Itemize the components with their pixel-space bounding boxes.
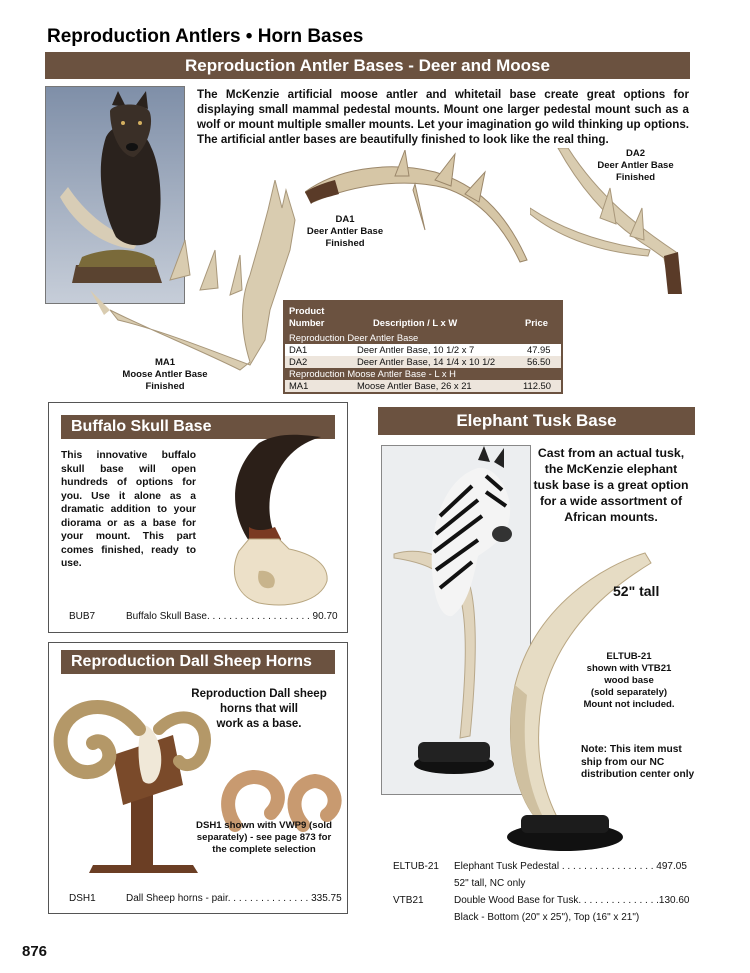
- caption-da1-line1: DA1: [335, 214, 355, 225]
- caption-ma1-line2: Moose Antler Base: [122, 369, 208, 380]
- table-row: [285, 380, 561, 392]
- header-product: Product: [289, 305, 325, 316]
- tusk-text-line2: the McKenzie elephant: [544, 462, 678, 476]
- row-description: Deer Antler Base, 10 1/2 x 7: [357, 344, 475, 355]
- tusk-shipping-note: [581, 744, 694, 782]
- section-banner-antler-bases: Reproduction Antler Bases - Deer and Moose: [45, 52, 690, 79]
- buffalo-code: BUB7: [69, 611, 96, 622]
- table-row: [285, 356, 561, 368]
- tusk-note-line3: distribution center only: [581, 769, 695, 780]
- tusk-item: Elephant Tusk Pedestal . . . . . . . . . . . . . . . . . 497.05: [454, 861, 687, 872]
- buffalo-order-line: [69, 611, 338, 622]
- base-code: VTB21: [393, 895, 424, 906]
- tusk-text-line3: tusk base is a great option: [533, 478, 689, 492]
- base-order-subline: [393, 909, 689, 926]
- row-code: DA1: [289, 344, 308, 355]
- row-price: 56.50: [527, 356, 551, 367]
- table-section-deer: Reproduction Deer Antler Base: [285, 332, 561, 344]
- tusk-code: ELTUB-21: [393, 861, 439, 872]
- base-order-line: [393, 892, 689, 909]
- tusk-text-line5: African mounts.: [564, 510, 658, 524]
- table-section-moose: Reproduction Moose Antler Base - L x H: [285, 368, 561, 380]
- tusk-text-line1: Cast from an actual tusk,: [537, 446, 685, 460]
- header-price: Price: [525, 317, 548, 328]
- tusk-description: [530, 445, 692, 525]
- deer-antler-da2-icon: [530, 148, 690, 298]
- tusk-order-list: [393, 858, 689, 926]
- tusk-note-line2: ship from our NC: [581, 756, 665, 768]
- deer-antler-da1-icon: [305, 150, 535, 268]
- tusk-order-subline: [393, 875, 689, 892]
- sheep-code: DSH1: [69, 893, 96, 904]
- tusk-caption-line4: (sold separately): [590, 687, 668, 698]
- tusk-caption-line2: shown with VTB21: [586, 663, 672, 674]
- base-item: Double Wood Base for Tusk. . . . . . . . . . . . . . .130.60: [454, 895, 690, 906]
- row-price: 47.95: [527, 344, 551, 355]
- tusk-caption: [568, 651, 690, 711]
- header-description: Description / L x W: [373, 317, 458, 328]
- dall-sheep-box: [48, 642, 348, 914]
- caption-da2-line3: Finished: [615, 172, 656, 183]
- caption-ma1-line1: MA1: [154, 357, 176, 368]
- caption-ma1-line3: Finished: [145, 381, 185, 392]
- sheep-text-line3: work as a base.: [216, 718, 302, 730]
- intro-paragraph: The McKenzie artificial moose antler and whitetail base create great options for displaying small mammal pedestal mounts. Mount one larger pedestal mount such as a wolf or mount multiple smaller mounts. Let your imagination go wild thinking up options. The artificial antler bases are beautifully finished to look like the real thing.: [197, 88, 689, 146]
- page-number: 876: [22, 943, 48, 960]
- tusk-caption-line3: wood base: [604, 675, 654, 686]
- sheep-item: Dall Sheep horns - pair. . . . . . . . . . . . . . . 335.75: [126, 893, 342, 904]
- header-number: Number: [289, 317, 325, 328]
- buffalo-item: Buffalo Skull Base. . . . . . . . . . . . . . . . . . . 90.70: [126, 611, 338, 622]
- caption-da1-line2: Deer Antler Base: [306, 226, 384, 237]
- caption-da2-line1: DA2: [625, 148, 645, 159]
- caption-da2-line2: Deer Antler Base: [597, 160, 674, 171]
- tusk-banner: Elephant Tusk Base: [378, 407, 695, 435]
- tusk-height-label: 52" tall: [613, 583, 660, 599]
- base-item-detail: Black - Bottom (20" x 25"), Top (16" x 21"): [454, 912, 640, 923]
- buffalo-skull-box: [48, 402, 348, 633]
- caption-ma1: [115, 357, 215, 393]
- sheep-caption-line2: separately) - see page 873 for: [196, 832, 332, 843]
- table-row: [285, 344, 561, 356]
- tusk-text-line4: for a wide assortment of: [539, 494, 683, 508]
- price-table-header: [285, 302, 561, 332]
- row-description: Moose Antler Base, 26 x 21: [357, 380, 472, 391]
- sheep-text-line2: horns that will: [220, 703, 298, 715]
- sheep-text-line1: Reproduction Dall sheep: [191, 688, 327, 700]
- row-code: DA2: [289, 356, 308, 367]
- antler-price-table: [283, 300, 563, 394]
- tusk-order-line: [393, 858, 689, 875]
- page-title: Reproduction Antlers • Horn Bases: [47, 26, 364, 47]
- sheep-caption-line1: DSH1 shown with VWP9 (sold: [196, 820, 332, 831]
- caption-da1-line3: Finished: [325, 238, 365, 249]
- sheep-order-line: [69, 893, 342, 904]
- tusk-note-line1: Note: This item must: [581, 744, 682, 755]
- sheep-caption: [189, 820, 339, 856]
- buffalo-skull-icon: [209, 431, 334, 611]
- row-code: MA1: [289, 380, 309, 391]
- row-price: 112.50: [523, 380, 551, 391]
- sheep-banner: Reproduction Dall Sheep Horns: [61, 650, 335, 674]
- buffalo-description: This innovative buffalo skull base will open hundreds of options for you. Use it alone as a dramatic addition to your diorama or as a base for your mount. This part comes finished, ready to use.: [61, 450, 196, 569]
- sheep-caption-line3: the complete selection: [212, 844, 316, 855]
- caption-da1: [305, 214, 385, 250]
- buffalo-banner: Buffalo Skull Base: [61, 415, 335, 439]
- row-description: Deer Antler Base, 14 1/4 x 10 1/2: [357, 356, 496, 367]
- tusk-item-detail: 52" tall, NC only: [454, 878, 526, 889]
- tusk-caption-line1: ELTUB-21: [606, 651, 652, 662]
- tusk-caption-line5: Mount not included.: [583, 699, 675, 710]
